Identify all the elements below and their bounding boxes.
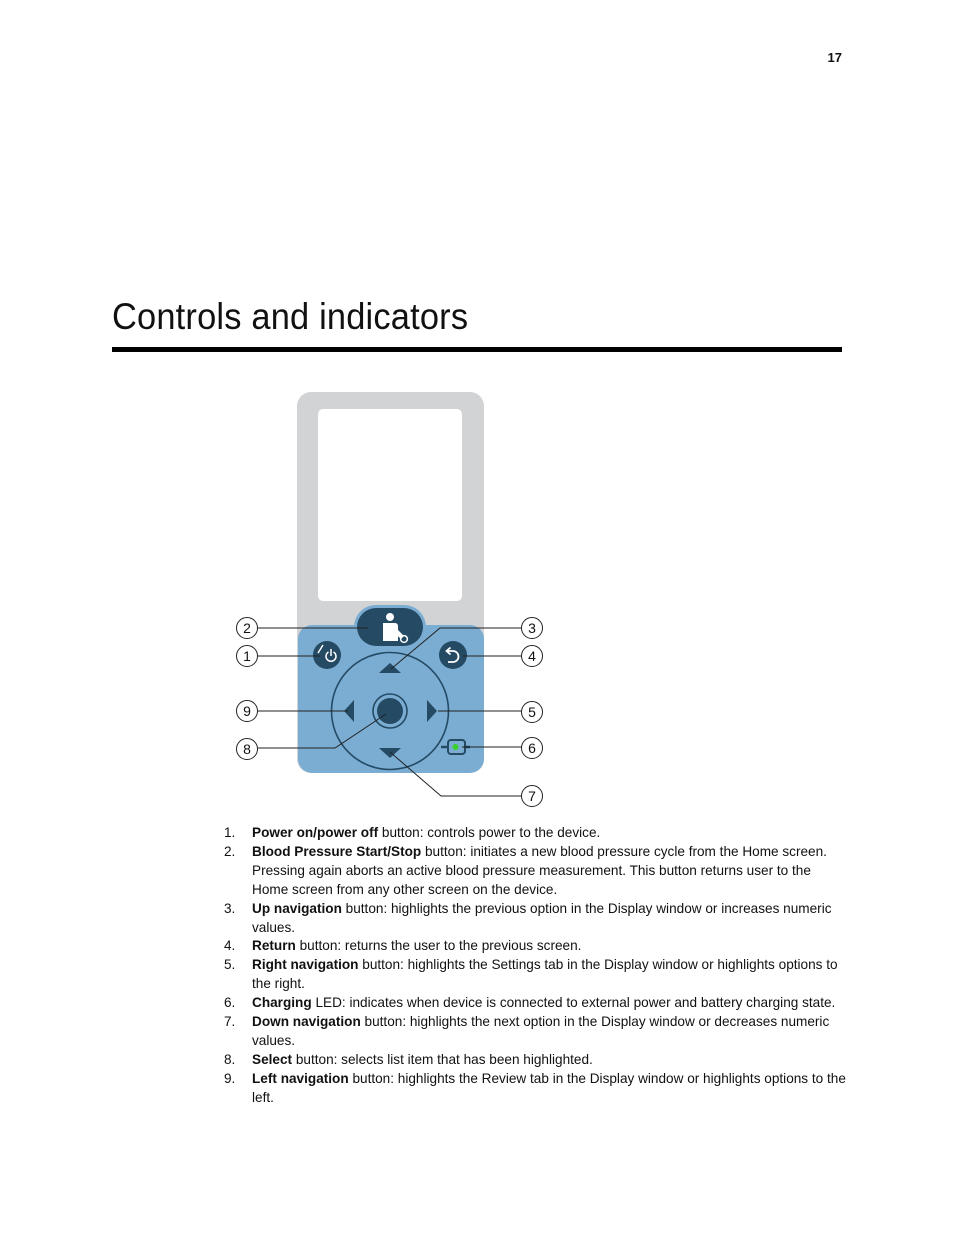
- callout-7: [522, 786, 543, 807]
- callout-1: [237, 646, 258, 667]
- svg-text:9: 9: [243, 703, 251, 719]
- svg-text:7: 7: [528, 788, 536, 804]
- list-item: [224, 1013, 846, 1051]
- return-button[interactable]: [439, 641, 467, 669]
- list-item: [224, 956, 846, 994]
- item-description: button: selects list item that has been highlighted.: [292, 1051, 593, 1067]
- svg-text:6: 6: [528, 740, 536, 756]
- item-number: 2.: [224, 843, 236, 859]
- item-number: 5.: [224, 957, 236, 973]
- item-number: 4.: [224, 938, 236, 954]
- item-number: 6.: [224, 995, 236, 1011]
- item-description: button: initiates a new blood pressure cycle from the Home screen. Pressing again aborts an active blood pressure measurement. This button returns user to the Home screen from any other screen on the device.: [252, 843, 827, 897]
- page-title: Controls and indicators: [112, 296, 469, 337]
- item-term: Down navigation: [252, 1014, 361, 1030]
- item-term: Select: [252, 1051, 293, 1067]
- page-number: 17: [827, 50, 842, 65]
- svg-text:3: 3: [528, 620, 536, 636]
- blood-pressure-button[interactable]: [354, 605, 426, 649]
- item-description: button: highlights the next option in the Display window or decreases numeric values.: [252, 1014, 830, 1048]
- item-term: Right navigation: [252, 957, 359, 973]
- select-icon: [377, 698, 403, 724]
- item-term: Left navigation: [252, 1070, 349, 1086]
- item-term: Return: [252, 938, 296, 954]
- svg-text:1: 1: [243, 648, 251, 664]
- svg-text:8: 8: [243, 741, 251, 757]
- item-term: Charging: [252, 995, 312, 1011]
- callout-2: [237, 618, 258, 639]
- item-number: 9.: [224, 1070, 236, 1086]
- list-item: [224, 937, 846, 956]
- item-number: 3.: [224, 900, 236, 916]
- list-item: [224, 994, 846, 1013]
- list-item: [224, 1051, 846, 1070]
- list-item: [224, 843, 846, 900]
- item-description: button: highlights the Review tab in the Display window or highlights options to the left.: [252, 1070, 846, 1105]
- item-description: button: highlights the Settings tab in the Display window or highlights options to the right.: [252, 957, 838, 992]
- item-number: 7.: [224, 1014, 236, 1030]
- callout-5: [522, 702, 543, 723]
- item-description: LED: indicates when device is connected to external power and battery charging state.: [311, 995, 836, 1011]
- item-term: Power on/power off: [252, 825, 379, 840]
- item-number: 1.: [224, 825, 236, 840]
- callout-4: [522, 646, 543, 667]
- svg-text:4: 4: [528, 648, 536, 664]
- item-term: Blood Pressure Start/Stop: [252, 843, 422, 859]
- callout-8: [237, 739, 258, 760]
- list-item: [224, 1070, 846, 1108]
- svg-text:5: 5: [528, 704, 536, 720]
- item-description: button: highlights the previous option in the Display window or increases numeric values.: [252, 900, 832, 935]
- item-term: Up navigation: [252, 900, 342, 916]
- item-number: 8.: [224, 1051, 236, 1067]
- svg-text:2: 2: [243, 620, 251, 636]
- list-item: [224, 900, 846, 938]
- select-button[interactable]: [373, 694, 407, 728]
- item-description: button: returns the user to the previous screen.: [295, 938, 582, 954]
- power-button[interactable]: [313, 641, 341, 669]
- item-description: button: controls power to the device.: [378, 825, 601, 840]
- display-window: [318, 409, 462, 601]
- callout-6: [522, 738, 543, 759]
- list-item: [224, 824, 846, 843]
- callout-9: [237, 701, 258, 722]
- controls-description-list: [224, 824, 846, 1108]
- callout-3: [522, 618, 543, 639]
